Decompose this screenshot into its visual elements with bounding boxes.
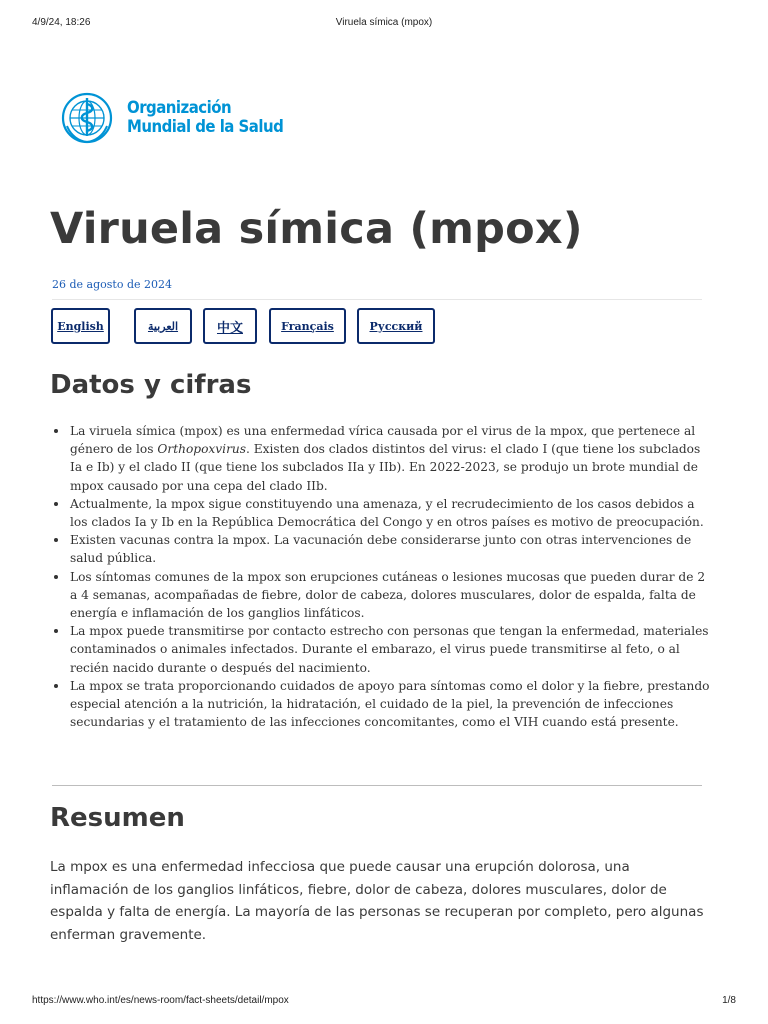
language-french-link[interactable]: Français xyxy=(269,308,346,344)
fact-italic: Orthopoxvirus xyxy=(157,442,247,457)
language-russian-link[interactable]: Русский xyxy=(357,308,435,344)
list-item: La mpox se trata proporcionando cuidados de apoyo para síntomas como el dolor y la fiebre, prestando especial atención a la nutrición, la hidratación, el cuidado de la piel, la prevención de infecciones secundarias y el tratamiento de las infecciones concomitantes, como el VIH cuando está presente. xyxy=(52,677,712,732)
page-title: Viruela símica (mpox) xyxy=(50,204,583,254)
list-item: La mpox puede transmitirse por contacto estrecho con personas que tengan la enfermedad, materiales contaminados o animales infectados. Durante el embarazo, el virus puede transmitirse al feto, o al recién nacido durante o después del nacimiento. xyxy=(52,622,712,677)
print-url: https://www.who.int/es/news-room/fact-sheets/detail/mpox xyxy=(32,995,289,1006)
summary-heading: Resumen xyxy=(50,803,185,833)
list-item: Los síntomas comunes de la mpox son erupciones cutáneas o lesiones mucosas que pueden durar de 2 a 4 semanas, acompañadas de fiebre, dolor de cabeza, dolores musculares, dolor de espalda, falta de energía e inflamación de los ganglios linfáticos. xyxy=(52,568,712,623)
language-arabic-link[interactable]: العربية xyxy=(134,308,192,344)
list-item: Actualmente, la mpox sigue constituyendo una amenaza, y el recrudecimiento de los casos debidos a los clados Ia y Ib en la República Democrática del Congo y en otros países es motivo de preocupación. xyxy=(52,495,712,531)
print-footer xyxy=(32,995,736,1009)
language-chinese-link[interactable]: 中文 xyxy=(203,308,257,344)
logo-line-2: Mundial de la Salud xyxy=(127,117,284,137)
who-logo[interactable] xyxy=(61,92,305,144)
page-number: 1/8 xyxy=(722,995,736,1006)
section-divider xyxy=(52,785,702,786)
print-timestamp: 4/9/24, 18:26 xyxy=(32,17,91,28)
print-doc-title: Viruela símica (mpox) xyxy=(335,17,433,28)
who-emblem-icon xyxy=(61,92,113,144)
divider xyxy=(52,299,702,300)
fact-text: La viruela símica (mpox) es una enfermedad vírica causada por el virus de la mpox, que pertenece al género de los xyxy=(70,424,696,457)
logo-line-1: Organización xyxy=(127,98,232,118)
facts-list xyxy=(52,422,712,731)
who-logo-text xyxy=(127,99,283,137)
list-item xyxy=(52,422,712,495)
print-header xyxy=(32,17,736,31)
facts-heading: Datos y cifras xyxy=(50,370,252,400)
summary-paragraph: La mpox es una enfermedad infecciosa que puede causar una erupción dolorosa, una inflamación de los ganglios linfáticos, fiebre, dolor de cabeza, dolores musculares, dolor de espalda y falta de energía. La mayoría de las personas se recuperan por completo, pero algunas enferman gravemente. xyxy=(50,859,704,943)
fact-text: . Existen dos clados distintos del virus: el clado I (que tiene los subclados Ia e Ib) y el clado II (que tiene los subclados IIa y IIb). En 2022-2023, se produjo un brote mundial de mpox causado por una cepa del clado IIb. xyxy=(70,442,701,493)
language-english-link[interactable]: English xyxy=(51,308,110,344)
publication-date: 26 de agosto de 2024 xyxy=(52,278,172,291)
list-item: Existen vacunas contra la mpox. La vacunación debe considerarse junto con otras intervenciones de salud pública. xyxy=(52,531,712,567)
